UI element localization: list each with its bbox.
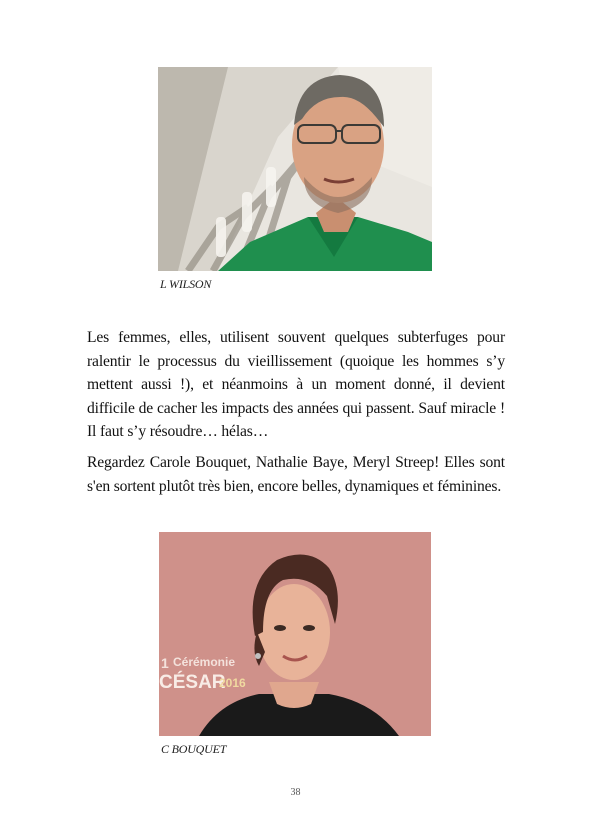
portrait-photo-wilson (158, 67, 432, 271)
photo-caption-bouquet: C BOUQUET (161, 742, 227, 756)
paragraph-aging: Les femmes, elles, utilisent souvent quelques subterfuges pour ralentir le processus du vieillissement (quoique les hommes s’y mettent aussi !), et néanmoins à un moment donné, il devient difficile de cacher les impacts des années qui passent. Sauf miracle ! Il faut s’y résoudre… hélas… (87, 329, 505, 441)
signage-line1: 1 (161, 655, 169, 671)
photo-caption-wilson: L WILSON (160, 277, 212, 291)
signage-ceremonie: Cérémonie (173, 655, 236, 669)
signage-year: 2016 (219, 676, 246, 690)
paragraph-actresses: Regardez Carole Bouquet, Nathalie Baye, Meryl Streep! Elles sont s'en sortent plutôt très bien, encore belles, dynamiques et féminines. (87, 454, 505, 495)
page-number: 38 (290, 787, 301, 798)
portrait-photo-bouquet (159, 532, 431, 736)
signage-cesar: CÉSAR (159, 672, 226, 693)
